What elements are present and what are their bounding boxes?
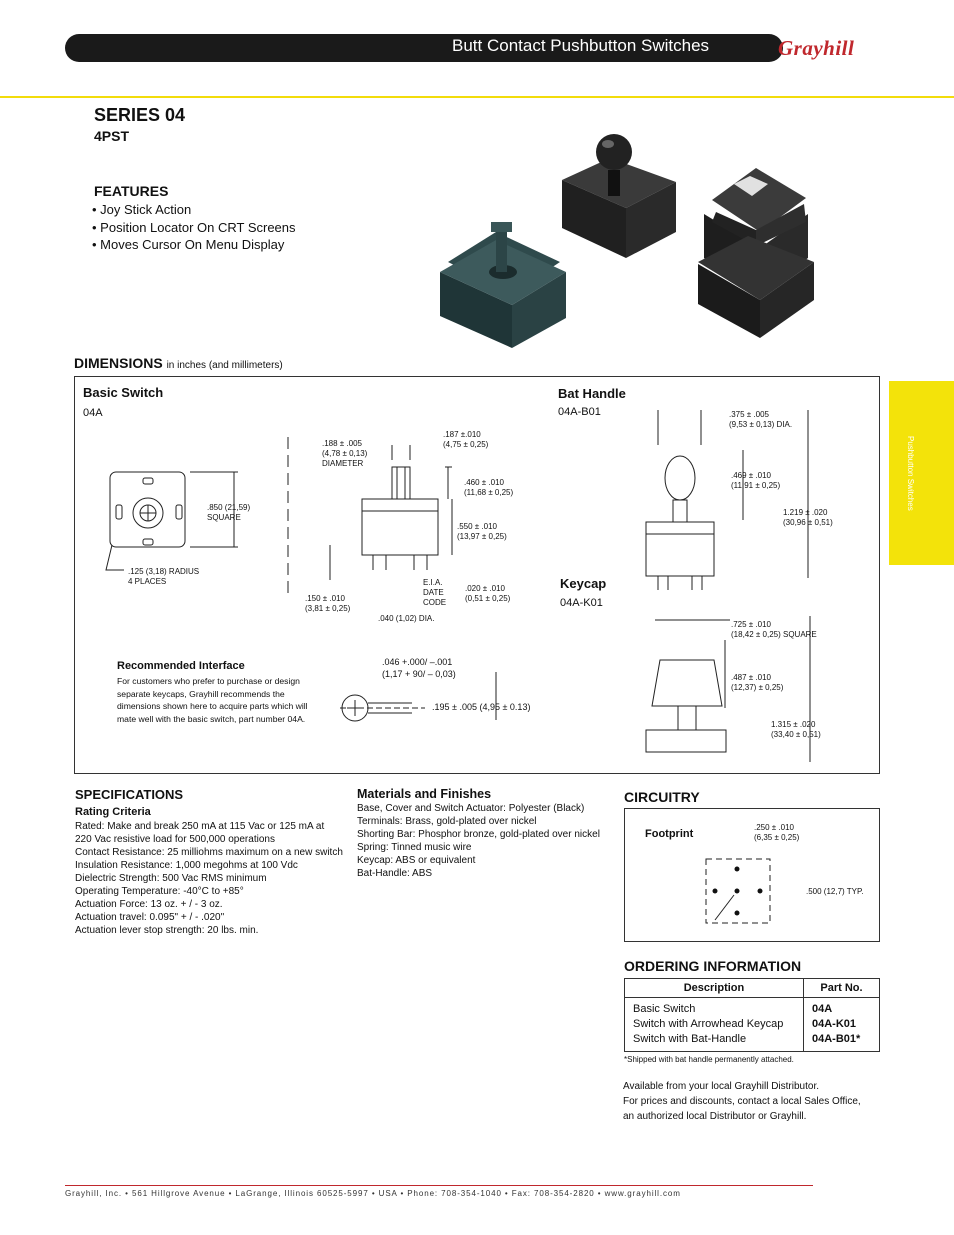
table-row: Switch with Arrowhead Keycap 04A-K01 — [625, 1017, 880, 1032]
interface-text: For customers who prefer to purchase or design separate keycaps, Grayhill recommends the dimensions shown here to acquire parts which will mate well with the basic switch, part number 04A. — [117, 676, 308, 724]
feature-item: • Position Locator On CRT Screens — [92, 219, 296, 237]
keycap-heading: Keycap — [560, 576, 607, 591]
interface-heading: Recommended Interface — [117, 660, 245, 672]
dim-187: .187 ±.010 (4,75 ± 0,25) — [443, 430, 489, 449]
dim-725: .725 ± .010 (18,42 ± 0,25) SQUARE — [731, 620, 817, 639]
materials-heading: Materials and Finishes — [357, 787, 492, 801]
dim-469: .469 ± .010 (11,91 ± 0,25) — [731, 471, 781, 490]
table-row: Basic Switch 04A — [625, 998, 880, 1018]
basic-switch-part: 04A — [83, 407, 103, 419]
dim-1219: 1.219 ± .020 (30,96 ± 0,51) — [783, 508, 833, 527]
specs-heading: SPECIFICATIONS — [75, 787, 184, 802]
keycap-part: 04A-K01 — [560, 597, 603, 609]
bat-handle-heading: Bat Handle — [558, 386, 626, 401]
dim-020: .020 ± .010 (0,51 ± 0,25) — [465, 584, 511, 603]
dim-375: .375 ± .005 (9,53 ± 0,13) DIA. — [729, 410, 793, 429]
materials-list: Base, Cover and Switch Actuator: Polyester (Black) Terminals: Brass, gold-plated over nickel Shorting Bar: Phosphor bronze, gold-plated over nickel Spring: Tinned music wire Keycap: ABS or equivalent Bat-Handle: ABS — [357, 803, 600, 879]
ordering-note: *Shipped with bat handle permanently attached. — [624, 1055, 794, 1064]
dim-040: .040 (1,02) DIA. — [378, 614, 435, 623]
footer-rule — [65, 1185, 813, 1186]
series-subtitle: 4PST — [94, 128, 130, 144]
availability-text: Available from your local Grayhill Distributor. For prices and discounts, contact a local Sales Office, an authorized local Distributor or Grayhill. — [623, 1081, 861, 1122]
header-rule — [0, 96, 954, 98]
basic-switch-photo — [440, 222, 566, 348]
feature-item: • Joy Stick Action — [92, 201, 296, 219]
circuitry-heading: CIRCUITRY — [624, 789, 700, 805]
features-heading: FEATURES — [94, 183, 169, 199]
specs-list: Rated: Make and break 250 mA at 115 Vac or 125 mA at 220 Vac resistive load for 500,000 operations Contact Resistance: 25 milliohms maximum on a new switch Insulation Resistance: 1,000 megohms at 100 Vdc Dielectric Strength: 500 Vac RMS minimum Operating Temperature: -40°C to +85° Actuation Force: 13 oz. + / - 3 oz. Actuation travel: 0.095" + / - .020" Actuation lever stop strength: 20 lbs. min. — [75, 821, 343, 936]
grayhill-logo: Grayhill — [778, 36, 855, 60]
dim-046: .046 +.000/ –.001 (1,17 + 90/ – 0,03) — [382, 657, 456, 679]
col-description: Description — [625, 979, 804, 998]
dim-850: .850 (21,59) SQUARE — [207, 503, 251, 522]
keycap-photo — [698, 168, 814, 338]
rating-criteria-heading: Rating Criteria — [75, 806, 151, 818]
dim-125: .125 (3,18) RADIUS 4 PLACES — [128, 567, 200, 586]
col-part-no: Part No. — [804, 979, 880, 998]
dim-188: .188 ± .005 (4,78 ± 0,13) DIAMETER — [322, 439, 368, 468]
bat-handle-part: 04A-B01 — [558, 406, 601, 418]
dim-460: .460 ± .010 (11,68 ± 0,25) — [464, 478, 514, 497]
header-title: Butt Contact Pushbutton Switches — [452, 36, 710, 55]
side-tab-label: Pushbutton Switches — [906, 435, 915, 511]
dim-195: .195 ± .005 (4,95 ± 0.13) — [432, 702, 531, 712]
ordering-table — [624, 978, 880, 1052]
series-title: SERIES 04 — [94, 105, 186, 125]
ordering-heading: ORDERING INFORMATION — [624, 958, 802, 974]
feature-item: • Moves Cursor On Menu Display — [92, 236, 296, 254]
dim-500: .500 (12,7) TYP. — [806, 887, 864, 896]
dim-250: .250 ± .010 (6,35 ± 0,25) — [754, 823, 800, 842]
dim-550: .550 ± .010 (13,97 ± 0,25) — [457, 522, 507, 541]
basic-switch-heading: Basic Switch — [83, 385, 164, 400]
dim-1315: 1.315 ± .020 (33,40 ± 0,51) — [771, 720, 821, 739]
features-list — [92, 201, 296, 254]
dim-487: .487 ± .010 (12,37) ± 0,25) — [731, 673, 784, 692]
table-row: Switch with Bat-Handle 04A-B01* — [625, 1032, 880, 1052]
dim-150: .150 ± .010 (3,81 ± 0,25) — [305, 594, 351, 613]
footprint-label: Footprint — [645, 828, 694, 840]
dimensions-heading: DIMENSIONS in inches (and millimeters) — [74, 355, 283, 371]
footer-text: Grayhill, Inc. • 561 Hillgrove Avenue • LaGrange, Illinois 60525-5997 • USA • Phone: 708-354-1040 • Fax: 708-354-2820 • www.grayhill.com — [65, 1189, 681, 1198]
bat-handle-photo — [562, 134, 676, 258]
eia-code: E.I.A. DATE CODE — [423, 578, 447, 607]
